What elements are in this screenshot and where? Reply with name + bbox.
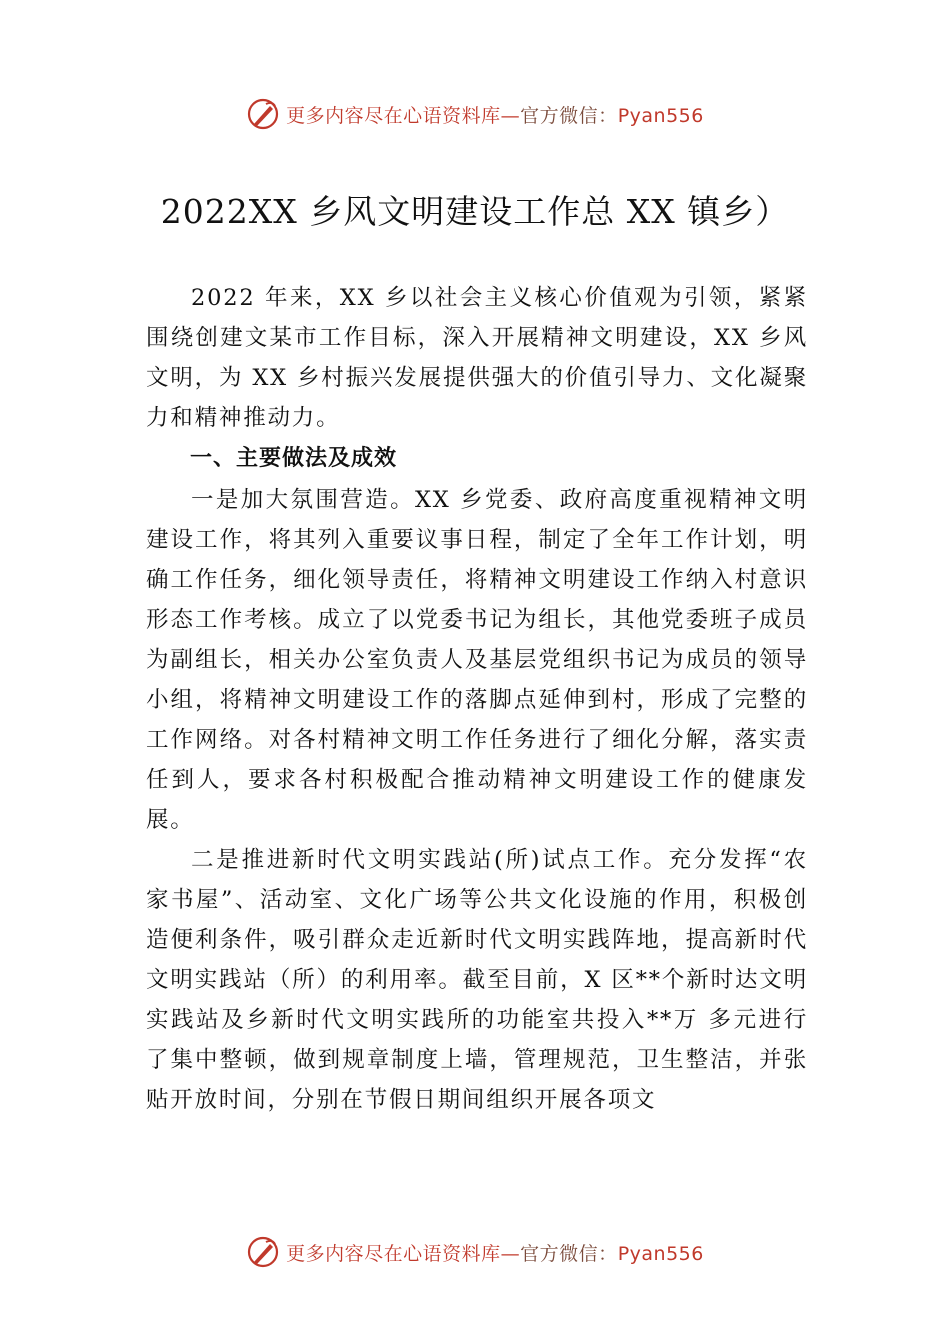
banner-wechat-label: 官方微信： bbox=[520, 104, 618, 127]
document-body bbox=[146, 278, 808, 1120]
banner-text bbox=[286, 101, 704, 128]
banner-slogan: 更多内容尽在心语资料库— bbox=[286, 104, 521, 127]
banner-wechat-id: Pyan556 bbox=[617, 104, 704, 127]
pen-logo-icon bbox=[246, 1235, 280, 1269]
document-title: 2022XX 乡风文明建设工作总 XX 镇乡） bbox=[160, 192, 790, 231]
body-paragraph: 二是推进新时代文明实践站(所)试点工作。充分发挥“农家书屋”、活动室、文化广场等公共文化设施的作用，积极创造便利条件，吸引群众走近新时代文明实践阵地，提高新时代文明实践站（所）的利用率。截至目前，X 区**个新时达文明实践站及乡新时代文明实践所的功能室共投入**万 多元进行了集中整顿，做到规章制度上墙，管理规范，卫生整洁，并张贴开放时间，分别在节假日期间组织开展各项文 bbox=[146, 847, 808, 1113]
footer-watermark-banner bbox=[0, 1232, 950, 1272]
banner-text bbox=[286, 1239, 704, 1266]
banner-wechat-label: 官方微信： bbox=[520, 1242, 618, 1265]
header-watermark-banner bbox=[0, 94, 950, 134]
banner-slogan: 更多内容尽在心语资料库— bbox=[286, 1242, 521, 1265]
body-paragraph: 2022 年来，XX 乡以社会主义核心价值观为引领，紧紧围绕创建文某市工作目标，深入开展精神文明建设，XX 乡风文明，为 XX 乡村振兴发展提供强大的价值引导力、文化凝聚力和精神推动力。 bbox=[146, 285, 808, 431]
body-paragraph: 一是加大氛围营造。XX 乡党委、政府高度重视精神文明建设工作，将其列入重要议事日程，制定了全年工作计划，明确工作任务，细化领导责任，将精神文明建设工作纳入村意识形态工作考核。成立了以党委书记为组长，其他党委班子成员为副组长，相关办公室负责人及基层党组织书记为成员的领导小组，将精神文明建设工作的落脚点延伸到村，形成了完整的工作网络。对各村精神文明工作任务进行了细化分解，落实责任到人，要求各村积极配合推动精神文明建设工作的健康发展。 bbox=[146, 487, 808, 833]
banner-wechat-id: Pyan556 bbox=[617, 1242, 704, 1265]
section-heading: 一、主要做法及成效 bbox=[190, 446, 398, 471]
pen-logo-icon bbox=[246, 97, 280, 131]
